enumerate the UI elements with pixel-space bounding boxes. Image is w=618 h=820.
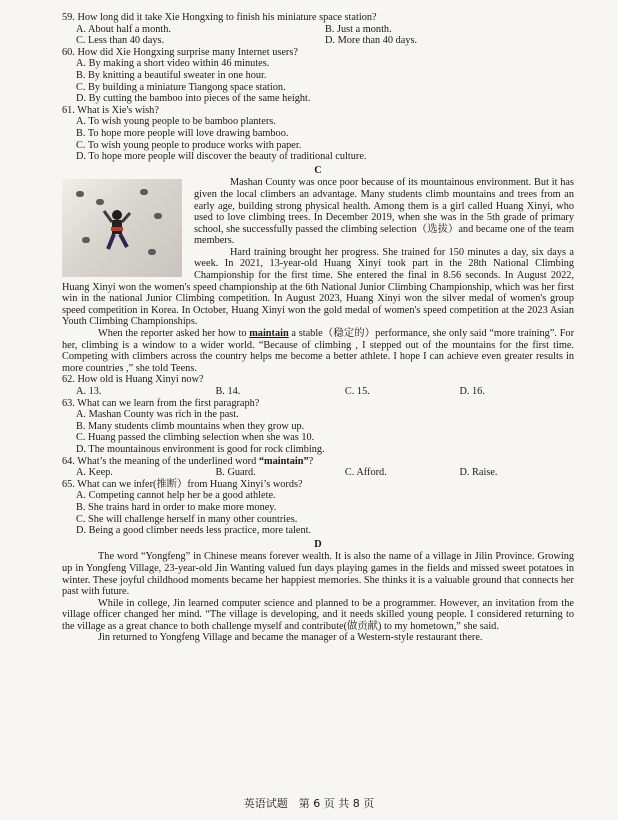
section-d-heading: D <box>314 538 322 550</box>
option-c: C. Less than 40 days. <box>76 35 165 47</box>
question-59-options-row1 <box>62 24 574 36</box>
underlined-word: maintain <box>249 328 289 340</box>
option-b: B. Just a month. <box>325 23 392 35</box>
question-63-stem: 63. What can we learn from the first paragraph? <box>62 397 260 409</box>
question-62-stem: 62. How old is Huang Xinyi now? <box>62 374 204 386</box>
climber-photo <box>62 179 182 277</box>
option-b: B. By knitting a beautiful sweater in one hour. <box>76 69 267 81</box>
option-c: C. Huang passed the climbing selection when she was 10. <box>76 432 315 444</box>
option-b: B. She trains hard in order to make more money. <box>76 501 277 513</box>
passage-d-paragraph-3: Jin returned to Yongfeng Village and became the manager of a Western-style restaurant there. <box>98 632 483 644</box>
option-c: C. Afford. <box>344 467 387 479</box>
section-c-heading: C <box>314 164 322 176</box>
passage-c-paragraph-1: Mashan County was once poor because of its mountainous environment. But it has given the local climbers an advantage. Many students climb mountains and trees from an early age, building strong physical health. Among them is a girl called Huang Xinyi, who used to love climbing trees. In December 2019, when she was in the 5th grade of primary school, she successfully passed the climbing selection（选拔）and became one of the team members. <box>194 177 574 247</box>
passage-c-paragraph-2: Hard training brought her progress. She trained for 150 minutes a day, six days a week. In 2021, 13-year-old Huang Xinyi took part in the 28th National Climbing Championship for the first time. She entered the final in 8.56 seconds. In August 2022, Huang Xinyi won the women's speed championship at the 6th National Junior Climbing Championship, which was her first win in the national Junior Climbing competition. In August 2023, Huang Xinyi won the silver medal of women's group speed competition in Korea. In October, Huang Xinyi won the gold medal of women's speed competition at the 2023 Asian Youth Climbing Championships. <box>62 246 574 328</box>
option-b: B. To hope more people will love drawing bamboo. <box>76 127 289 139</box>
option-d: D. Being a good climber needs less practice, more talent. <box>76 525 312 537</box>
option-c: C. To wish young people to produce works with paper. <box>76 139 302 151</box>
option-d: D. By cutting the bamboo into pieces of the same height. <box>76 93 311 105</box>
page-footer: 英语试题 第 6 页 共 8 页 <box>243 797 375 810</box>
question-62-options <box>62 386 574 398</box>
option-a: A. To wish young people to be bamboo planters. <box>76 116 276 128</box>
passage-d-paragraph-2: While in college, Jin learned computer science and planned to be a programmer. However, an invitation from the village officer changed her mind. “The village is developing, and it needs skilled young people. I considered returning to the village as a great chance to both challenge myself and contribute(做贡献) to my hometown,” she said. <box>62 597 574 632</box>
climber-figure-icon <box>102 207 132 253</box>
question-59-options-row2 <box>62 35 574 47</box>
option-a: A. Mashan County was rich in the past. <box>76 409 239 421</box>
option-d: D. The mountainous environment is good for rock climbing. <box>76 443 325 455</box>
passage-d-paragraph-1: The word “Yongfeng” in Chinese means forever wealth. It is also the name of a village in Jilin Province. Growing up in Yongfeng Village, 23-year-old Jin Wanting valued fun days playing games in the fields and missed sweet potatoes in winter. These joyful childhood moments became her happiest memories. She thinks it is a valuable ground that connects her past with future. <box>62 551 574 598</box>
passage-c-paragraph-3: When the reporter asked her how to maintain a stable（稳定的）performance, she only said “more training”. For her, climbing is a window to a wider world. “Because of climbing , I stepped out of the mountains for the first time. Competing with climbers across the country helps me become a better athlete. I hope I can achieve even greater results in more countries ,” she told Teens. <box>62 328 574 374</box>
question-59-stem: 59. How long did it take Xie Hongxing to finish his miniature space station? <box>62 12 377 23</box>
question-64-stem: 64. What’s the meaning of the underlined word “maintain”? <box>62 455 314 467</box>
option-c: C. She will challenge herself in many other countries. <box>76 513 298 525</box>
question-65-stem: 65. What can we infer(推断）from Huang Xinyi’s words? <box>62 478 303 490</box>
passage-c <box>62 177 574 374</box>
question-61-stem: 61. What is Xie's wish? <box>62 104 159 116</box>
option-d: D. More than 40 days. <box>325 35 418 47</box>
option-a: A. By making a short video within 46 minutes. <box>76 58 270 70</box>
option-b: B. Guard. <box>215 467 256 479</box>
question-64-keyword: “maintain” <box>258 455 309 467</box>
passage-d <box>62 551 574 644</box>
question-60-stem: 60. How did Xie Hongxing surprise many Internet users? <box>62 46 298 58</box>
option-c: C. 15. <box>344 386 370 397</box>
option-b: B. Many students climb mountains when they grow up. <box>76 420 305 432</box>
option-d: D. To hope more people will discover the beauty of traditional culture. <box>76 151 367 163</box>
option-b: B. 14. <box>215 386 241 397</box>
question-64-options <box>62 467 574 479</box>
option-a: A. Competing cannot help her be a good athlete. <box>76 490 276 502</box>
option-d: D. 16. <box>459 386 485 397</box>
option-d: D. Raise. <box>459 467 498 479</box>
option-a: A. Keep. <box>76 467 113 479</box>
option-c: C. By building a miniature Tiangong space station. <box>76 81 286 93</box>
page-content <box>62 12 574 644</box>
option-a: A. 13. <box>76 386 102 397</box>
option-a: A. About half a month. <box>76 23 171 35</box>
